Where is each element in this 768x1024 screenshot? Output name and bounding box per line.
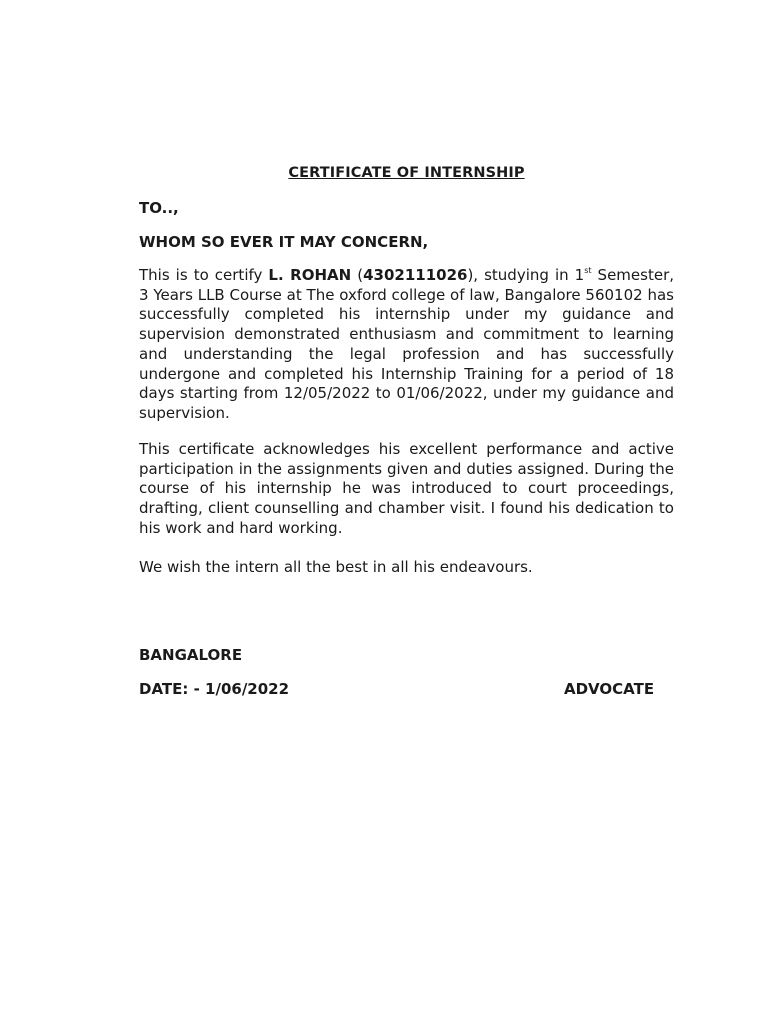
wishes-paragraph: We wish the intern all the best in all his endeavours. (139, 558, 533, 576)
place-label: BANGALORE (139, 646, 243, 664)
signatory-label: ADVOCATE (564, 680, 655, 698)
intern-name: L. ROHAN (268, 266, 352, 284)
certification-paragraph (139, 266, 674, 424)
to-line: TO.., (139, 199, 179, 217)
paragraph-rest: Semester, 3 Years LLB Course at The oxford college of law, Bangalore 560102 has successfully completed his internship under my guidance and supervision demonstrated enthusiasm and commitment to learning and understanding the legal profession and has successfully undergone and completed his Internship Training for a period of 18 days starting from 12/05/2022 to 01/06/2022, under my guidance and supervision. (139, 266, 674, 422)
certificate-title: CERTIFICATE OF INTERNSHIP (288, 165, 525, 181)
open-paren: ( (351, 266, 364, 284)
intern-id-number: 4302111026 (363, 266, 468, 284)
ordinal-suffix: st (584, 266, 592, 275)
salutation: WHOM SO EVER IT MAY CONCERN, (139, 233, 429, 251)
acknowledgement-paragraph: This certificate acknowledges his excellent performance and active participation in the assignments given and duties assigned. During the course of his internship he was introduced to court proceedings, drafting, client counselling and chamber visit. I found his dedication to his work and hard working. (139, 440, 674, 537)
date-line: DATE: - 1/06/2022 (139, 680, 290, 698)
intro-text: This is to certify (139, 266, 269, 284)
after-id-text: ), studying in 1 (467, 266, 585, 284)
